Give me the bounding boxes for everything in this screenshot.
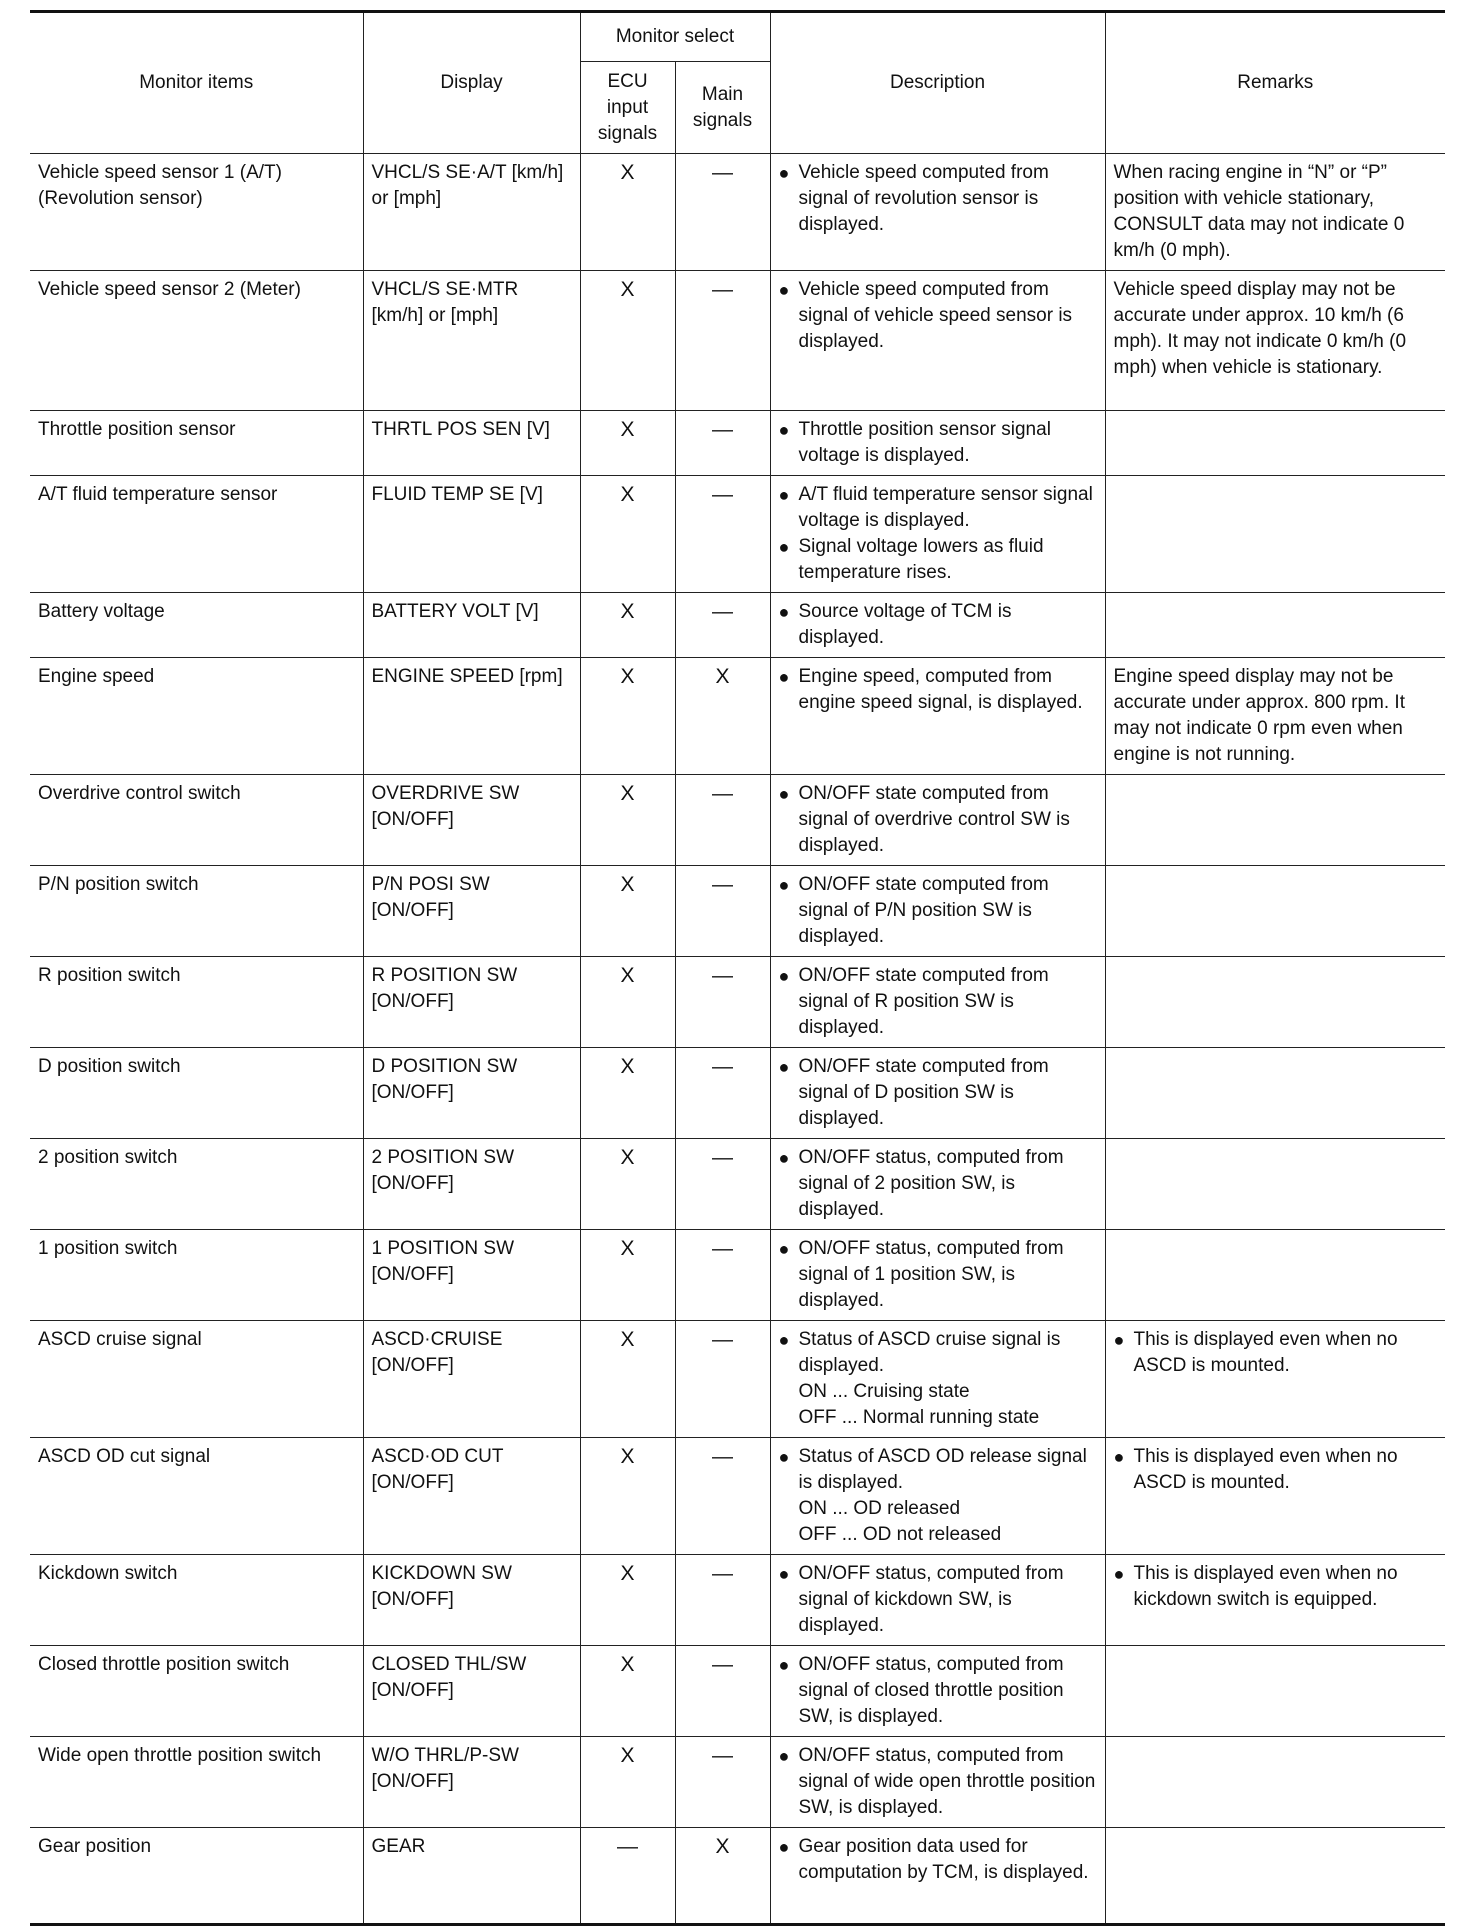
description-text: Source voltage of TCM is displayed. bbox=[798, 601, 1012, 648]
display-cell: VHCL/S SE·A/T [km/h] or [mph] bbox=[363, 154, 580, 271]
main-signal-value: — bbox=[712, 600, 733, 623]
remarks-text: This is displayed even when no ASCD is mounted. bbox=[1133, 1446, 1398, 1493]
remarks-cell bbox=[1105, 1555, 1445, 1646]
table-row bbox=[30, 1321, 1445, 1438]
bullet-icon: ● bbox=[778, 1564, 790, 1584]
table-row bbox=[30, 775, 1445, 866]
remarks-cell bbox=[1105, 775, 1445, 866]
remarks-cell bbox=[1105, 866, 1445, 957]
table-body bbox=[30, 154, 1445, 1925]
remarks-cell bbox=[1105, 1139, 1445, 1230]
description-text: ON ... OD released bbox=[798, 1498, 961, 1519]
table-row bbox=[30, 658, 1445, 775]
ecu-input-value: X bbox=[620, 1653, 635, 1676]
monitor-item-cell: Overdrive control switch bbox=[30, 775, 363, 866]
description-cell bbox=[770, 1646, 1105, 1737]
table-row bbox=[30, 411, 1445, 476]
main-signal-value: — bbox=[712, 1146, 733, 1169]
description-bullet-item bbox=[779, 1236, 1097, 1314]
header-monitor-items: Monitor items bbox=[30, 12, 363, 154]
ecu-input-mark bbox=[580, 775, 675, 866]
description-cell bbox=[770, 476, 1105, 593]
main-signal-mark bbox=[675, 1646, 770, 1737]
ecu-input-mark bbox=[580, 154, 675, 271]
remarks-cell bbox=[1105, 1048, 1445, 1139]
description-bullet-item bbox=[779, 534, 1097, 586]
description-cell bbox=[770, 775, 1105, 866]
description-bullet-item bbox=[779, 599, 1097, 651]
monitor-item-cell: Gear position bbox=[30, 1828, 363, 1925]
monitor-item-cell: Vehicle speed sensor 1 (A/T) (Revolution sensor) bbox=[30, 154, 363, 271]
description-cell bbox=[770, 957, 1105, 1048]
description-bullet-item bbox=[779, 417, 1097, 469]
bullet-icon: ● bbox=[778, 1447, 790, 1467]
remarks-cell bbox=[1105, 1737, 1445, 1828]
main-signal-value: — bbox=[712, 1237, 733, 1260]
ecu-input-value: X bbox=[620, 600, 635, 623]
bullet-icon: ● bbox=[1113, 1564, 1125, 1584]
table-row bbox=[30, 866, 1445, 957]
bullet-icon: ● bbox=[778, 1655, 790, 1675]
bullet-icon: ● bbox=[778, 667, 790, 687]
remarks-cell bbox=[1105, 593, 1445, 658]
monitor-item-cell: R position switch bbox=[30, 957, 363, 1048]
table-row bbox=[30, 957, 1445, 1048]
description-bullet-item bbox=[779, 1054, 1097, 1132]
table-row bbox=[30, 1139, 1445, 1230]
table-row bbox=[30, 1438, 1445, 1555]
display-cell: FLUID TEMP SE [V] bbox=[363, 476, 580, 593]
ecu-input-mark bbox=[580, 1737, 675, 1828]
ecu-input-mark bbox=[580, 1321, 675, 1438]
ecu-input-mark bbox=[580, 866, 675, 957]
header-display: Display bbox=[363, 12, 580, 154]
monitor-item-cell: Closed throttle position switch bbox=[30, 1646, 363, 1737]
description-cell bbox=[770, 1438, 1105, 1555]
header-ecu-input-signals: ECU input signals bbox=[580, 62, 675, 154]
remarks-cell bbox=[1105, 1230, 1445, 1321]
monitor-item-cell: 2 position switch bbox=[30, 1139, 363, 1230]
main-signal-value: X bbox=[715, 665, 730, 688]
bullet-icon: ● bbox=[1113, 1330, 1125, 1350]
description-cell bbox=[770, 1737, 1105, 1828]
main-signal-mark bbox=[675, 775, 770, 866]
description-bullet-item bbox=[779, 664, 1097, 716]
description-text: Gear position data used for computation by TCM, is displayed. bbox=[798, 1836, 1089, 1883]
ecu-input-mark bbox=[580, 593, 675, 658]
ecu-input-value: X bbox=[620, 782, 635, 805]
main-signal-mark bbox=[675, 1555, 770, 1646]
ecu-input-value: X bbox=[620, 1562, 635, 1585]
description-cell bbox=[770, 1321, 1105, 1438]
description-bullet-item bbox=[779, 1652, 1097, 1730]
main-signal-value: — bbox=[712, 1562, 733, 1585]
header-remarks: Remarks bbox=[1105, 12, 1445, 154]
description-bullet-item bbox=[779, 1561, 1097, 1639]
remarks-text: This is displayed even when no ASCD is mounted. bbox=[1133, 1329, 1398, 1376]
description-text: Status of ASCD cruise signal is displayed. bbox=[798, 1329, 1061, 1376]
main-signal-mark bbox=[675, 411, 770, 476]
ecu-input-mark bbox=[580, 411, 675, 476]
description-bullet-item bbox=[779, 781, 1097, 859]
main-signal-value: — bbox=[712, 1744, 733, 1767]
bullet-icon: ● bbox=[778, 1746, 790, 1766]
monitor-item-cell: Throttle position sensor bbox=[30, 411, 363, 476]
bullet-icon: ● bbox=[778, 1837, 790, 1857]
remarks-cell bbox=[1105, 1828, 1445, 1925]
monitor-item-cell: A/T fluid temperature sensor bbox=[30, 476, 363, 593]
description-text: ON/OFF status, computed from signal of closed throttle position SW, is displayed. bbox=[798, 1654, 1064, 1727]
description-text: Vehicle speed computed from signal of revolution sensor is displayed. bbox=[798, 162, 1049, 235]
monitor-items-document bbox=[30, 10, 1445, 1926]
monitor-item-cell: Battery voltage bbox=[30, 593, 363, 658]
remarks-text: When racing engine in “N” or “P” position with vehicle stationary, CONSULT data may not indicate 0 km/h (0 mph). bbox=[1113, 162, 1405, 261]
main-signal-mark bbox=[675, 658, 770, 775]
bullet-icon: ● bbox=[778, 1330, 790, 1350]
bullet-icon: ● bbox=[778, 163, 790, 183]
bullet-icon: ● bbox=[778, 420, 790, 440]
ecu-input-mark bbox=[580, 1828, 675, 1925]
ecu-input-value: X bbox=[620, 278, 635, 301]
display-cell: 1 POSITION SW [ON/OFF] bbox=[363, 1230, 580, 1321]
description-text: Signal voltage lowers as fluid temperature rises. bbox=[798, 536, 1044, 583]
main-signal-mark bbox=[675, 1139, 770, 1230]
bullet-icon: ● bbox=[778, 280, 790, 300]
ecu-input-value: X bbox=[620, 483, 635, 506]
description-text: ON/OFF status, computed from signal of wide open throttle position SW, is displayed. bbox=[798, 1745, 1096, 1818]
bullet-icon: ● bbox=[778, 1239, 790, 1259]
main-signal-mark bbox=[675, 1828, 770, 1925]
main-signal-value: — bbox=[712, 1055, 733, 1078]
monitor-item-cell: 1 position switch bbox=[30, 1230, 363, 1321]
ecu-input-value: X bbox=[620, 873, 635, 896]
ecu-input-mark bbox=[580, 1230, 675, 1321]
table-row bbox=[30, 476, 1445, 593]
main-signal-mark bbox=[675, 593, 770, 658]
monitor-item-cell: Kickdown switch bbox=[30, 1555, 363, 1646]
description-cell bbox=[770, 658, 1105, 775]
display-cell: GEAR bbox=[363, 1828, 580, 1925]
description-bullet-item bbox=[779, 160, 1097, 238]
table-row bbox=[30, 1230, 1445, 1321]
monitor-item-cell: ASCD OD cut signal bbox=[30, 1438, 363, 1555]
ecu-input-mark bbox=[580, 271, 675, 411]
description-cell bbox=[770, 1048, 1105, 1139]
display-cell: OVERDRIVE SW [ON/OFF] bbox=[363, 775, 580, 866]
remarks-text: Vehicle speed display may not be accurate under approx. 10 km/h (6 mph). It may not indicate 0 km/h (0 mph) when vehicle is stationary. bbox=[1113, 279, 1407, 378]
remarks-cell bbox=[1105, 271, 1445, 411]
description-cell bbox=[770, 271, 1105, 411]
description-text: ON/OFF state computed from signal of R position SW is displayed. bbox=[798, 965, 1049, 1038]
description-text: Throttle position sensor signal voltage is displayed. bbox=[798, 419, 1051, 466]
main-signal-value: — bbox=[712, 1653, 733, 1676]
description-text: ON/OFF status, computed from signal of 2 position SW, is displayed. bbox=[798, 1147, 1064, 1220]
ecu-input-mark bbox=[580, 957, 675, 1048]
remarks-cell bbox=[1105, 957, 1445, 1048]
ecu-input-value: — bbox=[617, 1835, 638, 1858]
main-signal-mark bbox=[675, 154, 770, 271]
main-signal-mark bbox=[675, 1438, 770, 1555]
main-signal-value: — bbox=[712, 418, 733, 441]
bullet-icon: ● bbox=[778, 875, 790, 895]
table-row bbox=[30, 1048, 1445, 1139]
remarks-cell bbox=[1105, 154, 1445, 271]
monitor-items-table bbox=[30, 10, 1445, 1926]
description-text: Vehicle speed computed from signal of vehicle speed sensor is displayed. bbox=[798, 279, 1073, 352]
remarks-cell bbox=[1105, 658, 1445, 775]
description-text: ON/OFF state computed from signal of overdrive control SW is displayed. bbox=[798, 783, 1070, 856]
description-bullet-item bbox=[779, 1145, 1097, 1223]
remarks-cell bbox=[1105, 1438, 1445, 1555]
description-text: Status of ASCD OD release signal is displayed. bbox=[798, 1446, 1087, 1493]
description-cell bbox=[770, 154, 1105, 271]
remarks-cell bbox=[1105, 1321, 1445, 1438]
bullet-icon: ● bbox=[778, 537, 790, 557]
ecu-input-mark bbox=[580, 1646, 675, 1737]
main-signal-mark bbox=[675, 957, 770, 1048]
table-row bbox=[30, 154, 1445, 271]
description-text: ON/OFF status, computed from signal of 1 position SW, is displayed. bbox=[798, 1238, 1064, 1311]
ecu-input-value: X bbox=[620, 665, 635, 688]
main-signal-value: — bbox=[712, 161, 733, 184]
main-signal-value: — bbox=[712, 1445, 733, 1468]
display-cell: D POSITION SW [ON/OFF] bbox=[363, 1048, 580, 1139]
remarks-cell bbox=[1105, 476, 1445, 593]
table-header bbox=[30, 12, 1445, 154]
main-signal-mark bbox=[675, 1321, 770, 1438]
main-signal-mark bbox=[675, 271, 770, 411]
remarks-bullet-item bbox=[1114, 1444, 1438, 1496]
ecu-input-value: X bbox=[620, 1328, 635, 1351]
monitor-item-cell: ASCD cruise signal bbox=[30, 1321, 363, 1438]
remarks-cell bbox=[1105, 411, 1445, 476]
description-bullet-item bbox=[779, 1743, 1097, 1821]
table-row bbox=[30, 1555, 1445, 1646]
bullet-icon: ● bbox=[778, 602, 790, 622]
ecu-input-mark bbox=[580, 1555, 675, 1646]
display-cell: W/O THRL/P-SW [ON/OFF] bbox=[363, 1737, 580, 1828]
remarks-bullet-item bbox=[1114, 1561, 1438, 1613]
display-cell: P/N POSI SW [ON/OFF] bbox=[363, 866, 580, 957]
table-row bbox=[30, 271, 1445, 411]
description-bullet-item bbox=[779, 1327, 1097, 1379]
description-cell bbox=[770, 593, 1105, 658]
ecu-input-value: X bbox=[620, 1146, 635, 1169]
display-cell: VHCL/S SE·MTR [km/h] or [mph] bbox=[363, 271, 580, 411]
main-signal-mark bbox=[675, 476, 770, 593]
description-cell bbox=[770, 866, 1105, 957]
ecu-input-value: X bbox=[620, 964, 635, 987]
display-cell: THRTL POS SEN [V] bbox=[363, 411, 580, 476]
bullet-icon: ● bbox=[1113, 1447, 1125, 1467]
description-bullet-item bbox=[779, 963, 1097, 1041]
description-cell bbox=[770, 1555, 1105, 1646]
description-text: ON/OFF state computed from signal of D position SW is displayed. bbox=[798, 1056, 1049, 1129]
main-signal-value: — bbox=[712, 1328, 733, 1351]
display-cell: KICKDOWN SW [ON/OFF] bbox=[363, 1555, 580, 1646]
display-cell: ENGINE SPEED [rpm] bbox=[363, 658, 580, 775]
description-cell bbox=[770, 1139, 1105, 1230]
display-cell: 2 POSITION SW [ON/OFF] bbox=[363, 1139, 580, 1230]
monitor-item-cell: P/N position switch bbox=[30, 866, 363, 957]
display-cell: ASCD·OD CUT [ON/OFF] bbox=[363, 1438, 580, 1555]
table-row bbox=[30, 593, 1445, 658]
description-text: Engine speed, computed from engine speed signal, is displayed. bbox=[798, 666, 1083, 713]
main-signal-value: — bbox=[712, 782, 733, 805]
display-cell: CLOSED THL/SW [ON/OFF] bbox=[363, 1646, 580, 1737]
description-text: A/T fluid temperature sensor signal voltage is displayed. bbox=[798, 484, 1093, 531]
header-main-signals: Main signals bbox=[675, 62, 770, 154]
main-signal-mark bbox=[675, 1230, 770, 1321]
description-text: ON/OFF state computed from signal of P/N position SW is displayed. bbox=[798, 874, 1049, 947]
ecu-input-value: X bbox=[620, 161, 635, 184]
main-signal-value: — bbox=[712, 964, 733, 987]
description-bullet-item bbox=[779, 482, 1097, 534]
ecu-input-value: X bbox=[620, 418, 635, 441]
description-bullet-item bbox=[779, 277, 1097, 355]
ecu-input-value: X bbox=[620, 1445, 635, 1468]
main-signal-mark bbox=[675, 1737, 770, 1828]
display-cell: ASCD·CRUISE [ON/OFF] bbox=[363, 1321, 580, 1438]
description-cell bbox=[770, 1230, 1105, 1321]
description-text: ON/OFF status, computed from signal of kickdown SW, is displayed. bbox=[798, 1563, 1064, 1636]
bullet-icon: ● bbox=[778, 485, 790, 505]
description-bullet-item bbox=[779, 1834, 1097, 1886]
remarks-cell bbox=[1105, 1646, 1445, 1737]
table-row bbox=[30, 1646, 1445, 1737]
ecu-input-value: X bbox=[620, 1744, 635, 1767]
main-signal-value: — bbox=[712, 278, 733, 301]
description-text: ON ... Cruising state bbox=[798, 1381, 970, 1402]
description-bullet-item bbox=[779, 872, 1097, 950]
ecu-input-value: X bbox=[620, 1055, 635, 1078]
ecu-input-value: X bbox=[620, 1237, 635, 1260]
ecu-input-mark bbox=[580, 658, 675, 775]
display-cell: BATTERY VOLT [V] bbox=[363, 593, 580, 658]
ecu-input-mark bbox=[580, 1048, 675, 1139]
main-signal-mark bbox=[675, 866, 770, 957]
monitor-item-cell: D position switch bbox=[30, 1048, 363, 1139]
description-cell bbox=[770, 411, 1105, 476]
main-signal-value: — bbox=[712, 873, 733, 896]
remarks-bullet-item bbox=[1114, 1327, 1438, 1379]
remarks-text: Engine speed display may not be accurate under approx. 800 rpm. It may not indicate 0 rpm even when engine is not running. bbox=[1113, 666, 1405, 765]
main-signal-value: X bbox=[715, 1835, 730, 1858]
description-text: OFF ... OD not released bbox=[798, 1524, 1002, 1545]
ecu-input-mark bbox=[580, 476, 675, 593]
bullet-icon: ● bbox=[778, 1057, 790, 1077]
header-monitor-select: Monitor select bbox=[580, 12, 770, 62]
main-signal-mark bbox=[675, 1048, 770, 1139]
header-description: Description bbox=[770, 12, 1105, 154]
table-row bbox=[30, 1828, 1445, 1925]
description-cell bbox=[770, 1828, 1105, 1925]
monitor-item-cell: Vehicle speed sensor 2 (Meter) bbox=[30, 271, 363, 411]
ecu-input-mark bbox=[580, 1139, 675, 1230]
table-row bbox=[30, 1737, 1445, 1828]
display-cell: R POSITION SW [ON/OFF] bbox=[363, 957, 580, 1048]
bullet-icon: ● bbox=[778, 784, 790, 804]
remarks-text: This is displayed even when no kickdown switch is equipped. bbox=[1133, 1563, 1398, 1610]
monitor-item-cell: Wide open throttle position switch bbox=[30, 1737, 363, 1828]
description-bullet-item bbox=[779, 1444, 1097, 1496]
ecu-input-mark bbox=[580, 1438, 675, 1555]
description-text: OFF ... Normal running state bbox=[798, 1407, 1040, 1428]
bullet-icon: ● bbox=[778, 966, 790, 986]
bullet-icon: ● bbox=[778, 1148, 790, 1168]
main-signal-value: — bbox=[712, 483, 733, 506]
monitor-item-cell: Engine speed bbox=[30, 658, 363, 775]
